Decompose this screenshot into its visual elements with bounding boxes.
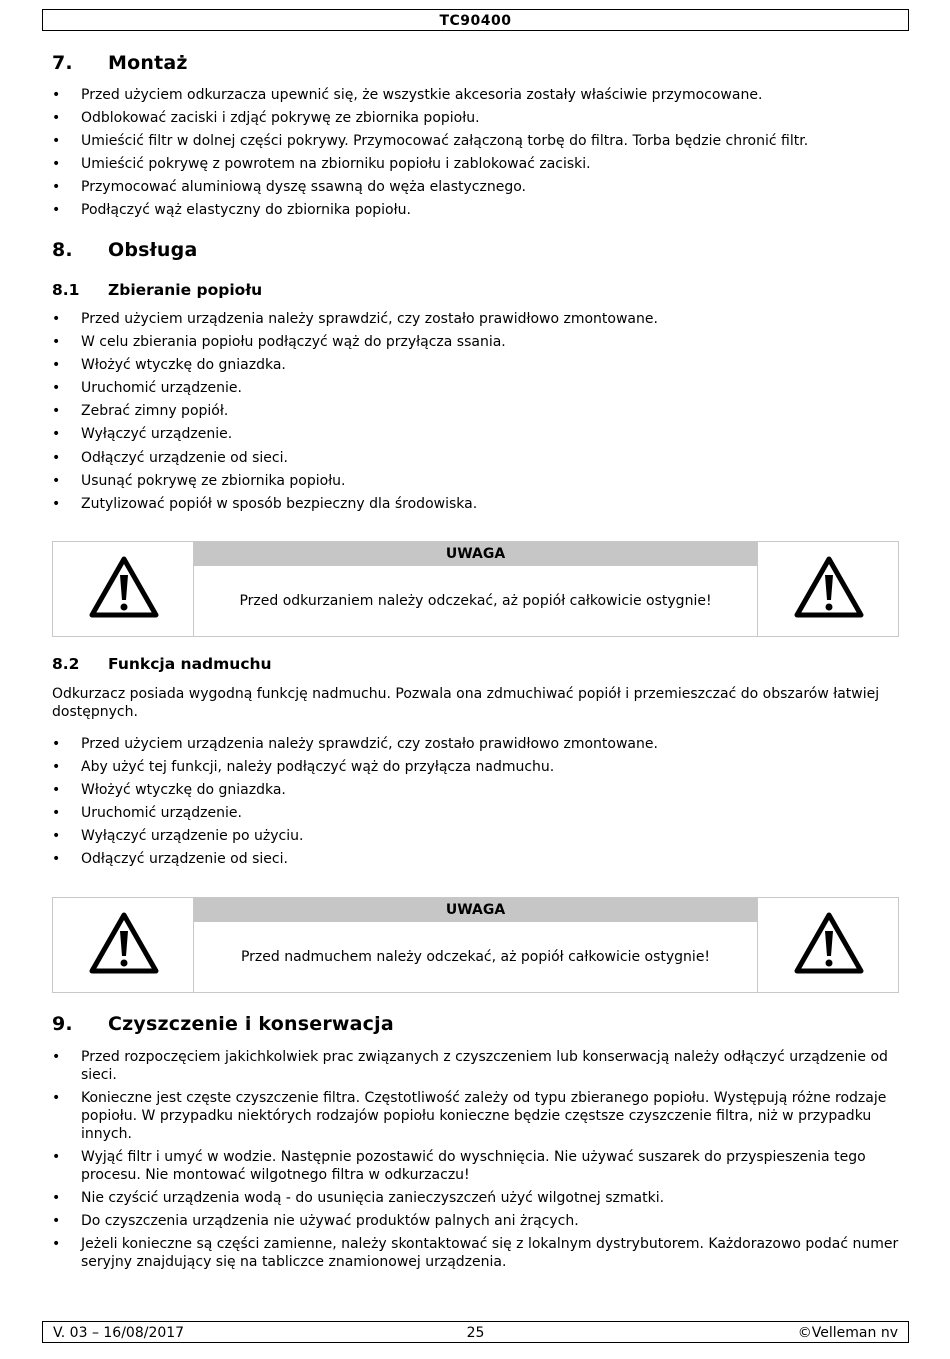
list-item: • Umieścić pokrywę z powrotem na zbiorniku popiołu i zablokować zaciski. — [52, 155, 902, 173]
list-item: • Przed użyciem odkurzacza upewnić się, że wszystkie akcesoria zostały właściwie przymocowane. — [52, 86, 902, 104]
section-title-text: Czyszczenie i konserwacja — [108, 1013, 394, 1035]
warning-content — [194, 542, 757, 636]
list-item: • Do czyszczenia urządzenia nie używać produktów palnych ani żrących. — [52, 1212, 902, 1230]
list-item: • Uruchomić urządzenie. — [52, 379, 902, 397]
warning-box-2 — [52, 897, 899, 993]
warning-triangle-icon — [89, 912, 159, 974]
list-item: • Włożyć wtyczkę do gniazdka. — [52, 356, 902, 374]
list-item: • Przed użyciem urządzenia należy sprawdzić, czy zostało prawidłowo zmontowane. — [52, 735, 902, 753]
list-item: • Uruchomić urządzenie. — [52, 804, 902, 822]
section-9-title — [52, 1013, 394, 1035]
list-item: • Przed rozpoczęciem jakichkolwiek prac związanych z czyszczeniem lub konserwacją należy odłączyć urządzenie od sieci. — [52, 1048, 902, 1084]
list-item: • Wyjąć filtr i umyć w wodzie. Następnie pozostawić do wyschnięcia. Nie używać suszarek do przyspieszenia tego procesu. Nie montować wilgotnego filtra w odkurzaczu! — [52, 1148, 902, 1184]
list-item: • Podłączyć wąż elastyczny do zbiornika popiołu. — [52, 201, 902, 219]
subsection-8-2-title — [52, 655, 272, 673]
list-item: • Konieczne jest częste czyszczenie filtra. Częstotliwość zależy od typu zbieranego popiołu. Występują różne rodzaje popiołu. W przypadku niektórych rodzajów popiołu konieczne będzie częstsze czyszczenie filtra, niż w przypadku innych. — [52, 1089, 902, 1143]
page-footer — [42, 1321, 909, 1343]
warning-icon-cell — [53, 542, 194, 636]
list-item: • Nie czyścić urządzenia wodą - do usunięcia zanieczyszczeń użyć wilgotnej szmatki. — [52, 1189, 902, 1207]
section-title-text: Montaż — [108, 52, 188, 74]
subsection-number: 8.1 — [52, 281, 80, 299]
subsection-title-text: Funkcja nadmuchu — [108, 655, 272, 673]
section-number: 9. — [52, 1013, 73, 1035]
footer-page-number: 25 — [466, 1325, 485, 1341]
list-item: • Zebrać zimny popiół. — [52, 402, 902, 420]
warning-heading: UWAGA — [194, 898, 757, 922]
section-8-title — [52, 239, 197, 261]
footer-version: V. 03 – 16/08/2017 — [53, 1325, 185, 1341]
warning-heading: UWAGA — [194, 542, 757, 566]
list-item: • Włożyć wtyczkę do gniazdka. — [52, 781, 902, 799]
warning-triangle-icon — [89, 556, 159, 618]
warning-message: Przed nadmuchem należy odczekać, aż popiół całkowicie ostygnie! — [240, 949, 711, 965]
footer-copyright: ©Velleman nv — [797, 1325, 898, 1341]
warning-icon-cell — [757, 898, 898, 992]
list-item: • Zutylizować popiół w sposób bezpieczny dla środowiska. — [52, 495, 902, 513]
section-7-list — [52, 86, 902, 225]
list-item: • W celu zbierania popiołu podłączyć wąż do przyłącza ssania. — [52, 333, 902, 351]
list-item: • Usunąć pokrywę ze zbiornika popiołu. — [52, 472, 902, 490]
warning-icon-cell — [757, 542, 898, 636]
subsection-8-1-title — [52, 281, 262, 299]
subsection-8-1-list — [52, 310, 902, 518]
section-7-title — [52, 52, 188, 74]
subsection-number: 8.2 — [52, 655, 80, 673]
warning-triangle-icon — [794, 912, 864, 974]
subsection-title-text: Zbieranie popiołu — [108, 281, 263, 299]
page-header — [42, 9, 909, 31]
section-9-list — [52, 1048, 902, 1277]
list-item: • Umieścić filtr w dolnej części pokrywy. Przymocować załączoną torbę do filtra. Torba będzie chronić filtr. — [52, 132, 902, 150]
subsection-8-2-list — [52, 735, 902, 874]
section-number: 8. — [52, 239, 73, 261]
list-item: • Jeżeli konieczne są części zamienne, należy skontaktować się z lokalnym dystrybutorem. Każdorazowo podać numer seryjny znajdujący się na tabliczce znamionowej urządzenia. — [52, 1235, 902, 1271]
list-item: • Wyłączyć urządzenie. — [52, 425, 902, 443]
list-item: • Wyłączyć urządzenie po użyciu. — [52, 827, 902, 845]
warning-message: Przed odkurzaniem należy odczekać, aż popiół całkowicie ostygnie! — [239, 593, 712, 609]
subsection-8-2-intro: Odkurzacz posiada wygodną funkcję nadmuchu. Pozwala ona zdmuchiwać popiół i przemieszczać do obszarów łatwiej dostępnych. — [52, 686, 880, 720]
warning-icon-cell — [53, 898, 194, 992]
warning-triangle-icon — [794, 556, 864, 618]
list-item: • Aby użyć tej funkcji, należy podłączyć wąż do przyłącza nadmuchu. — [52, 758, 902, 776]
list-item: • Przymocować aluminiową dyszę ssawną do węża elastycznego. — [52, 178, 902, 196]
list-item: • Odłączyć urządzenie od sieci. — [52, 850, 902, 868]
list-item: • Przed użyciem urządzenia należy sprawdzić, czy zostało prawidłowo zmontowane. — [52, 310, 902, 328]
warning-box-1 — [52, 541, 899, 637]
section-number: 7. — [52, 52, 73, 74]
header-title: TC90400 — [439, 13, 512, 29]
section-title-text: Obsługa — [108, 239, 198, 261]
list-item: • Odblokować zaciski i zdjąć pokrywę ze zbiornika popiołu. — [52, 109, 902, 127]
warning-content — [194, 898, 757, 992]
list-item: • Odłączyć urządzenie od sieci. — [52, 449, 902, 467]
